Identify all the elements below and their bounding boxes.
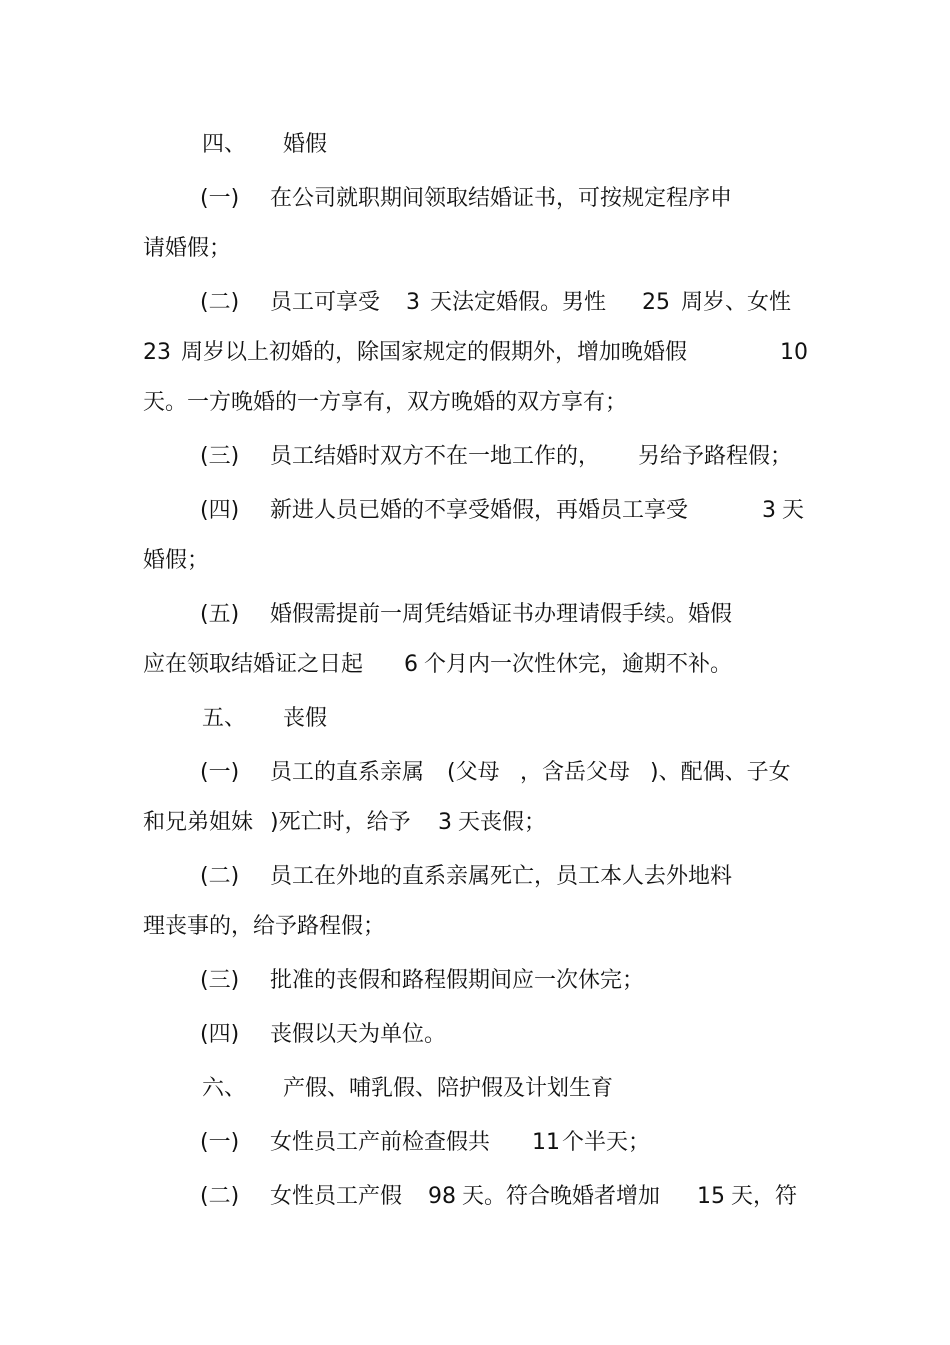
text-segment: 批准的丧假和路程假期间应一次休完； (270, 968, 645, 993)
text-segment: 女性员工产假 (270, 1184, 403, 1209)
section-title: 丧假 (283, 706, 328, 731)
text-segment: 3 (438, 810, 452, 835)
text-segment: 15 (697, 1184, 725, 1209)
text-segment: )死亡时，给予 (270, 810, 411, 835)
text-segment: 天。一方晚婚的一方享有，双方晚婚的双方享有； (143, 390, 628, 415)
text-segment: 员工的直系亲属 (270, 760, 425, 785)
text-segment: 员工在外地的直系亲属死亡，员工本人去外地料 (270, 864, 733, 889)
text-segment: 天 (782, 498, 805, 523)
item-marker: (一) (200, 760, 240, 785)
text-segment: (父母 (447, 760, 500, 785)
text-segment: 女性员工产前检查假共 (270, 1130, 491, 1155)
text-segment: 3 (762, 498, 776, 523)
text-segment: 天法定婚假。男性 (430, 290, 607, 315)
text-segment: 理丧事的，给予路程假； (143, 914, 386, 939)
text-segment: 天，符 (731, 1184, 798, 1209)
text-segment: 新进人员已婚的不享受婚假，再婚员工享受 (270, 498, 689, 523)
section-title: 婚假 (283, 132, 328, 157)
text-segment: )、配偶、子女 (650, 760, 791, 785)
text-segment: 个半天； (562, 1130, 651, 1155)
section-number: 五、 (202, 706, 247, 731)
item-marker: (三) (200, 968, 240, 993)
text-segment: 请婚假； (143, 236, 232, 261)
item-marker: (一) (200, 1130, 240, 1155)
text-segment: 员工可享受 (270, 290, 381, 315)
text-segment: 应在领取结婚证之日起 (143, 652, 364, 677)
item-marker: (三) (200, 444, 240, 469)
text-segment: 在公司就职期间领取结婚证书，可按规定程序申 (270, 186, 733, 211)
text-segment: 3 (406, 290, 420, 315)
text-segment: 丧假以天为单位。 (270, 1022, 447, 1047)
section-number: 四、 (202, 132, 247, 157)
item-marker: (四) (200, 498, 240, 523)
text-segment: 个月内一次性休完，逾期不补。 (424, 652, 733, 677)
text-segment: 6 (404, 652, 418, 677)
section-number: 六、 (202, 1076, 247, 1101)
text-segment: 11 (532, 1130, 560, 1155)
text-segment: 25 (642, 290, 670, 315)
item-marker: (二) (200, 290, 240, 315)
text-segment: 员工结婚时双方不在一地工作的， (270, 444, 601, 469)
text-segment: 23 (143, 340, 171, 365)
text-segment: 周岁、女性 (681, 290, 792, 315)
item-marker: (五) (200, 602, 240, 627)
section-title: 产假、哺乳假、陪护假及计划生育 (283, 1076, 614, 1101)
text-segment: 婚假； (143, 548, 210, 573)
text-segment: ，含岳父母 (520, 760, 631, 785)
text-segment: 天。符合晚婚者增加 (462, 1184, 661, 1209)
item-marker: (二) (200, 1184, 240, 1209)
item-marker: (二) (200, 864, 240, 889)
text-segment: 10 (780, 340, 808, 365)
text-segment: 周岁以上初婚的，除国家规定的假期外，增加晚婚假 (181, 340, 688, 365)
item-marker: (一) (200, 186, 240, 211)
text-segment: 婚假需提前一周凭结婚证书办理请假手续。婚假 (270, 602, 733, 627)
text-segment: 另给予路程假； (638, 444, 793, 469)
text-segment: 98 (428, 1184, 456, 1209)
text-segment: 和兄弟姐妹 (143, 810, 254, 835)
item-marker: (四) (200, 1022, 240, 1047)
text-segment: 天丧假； (458, 810, 547, 835)
